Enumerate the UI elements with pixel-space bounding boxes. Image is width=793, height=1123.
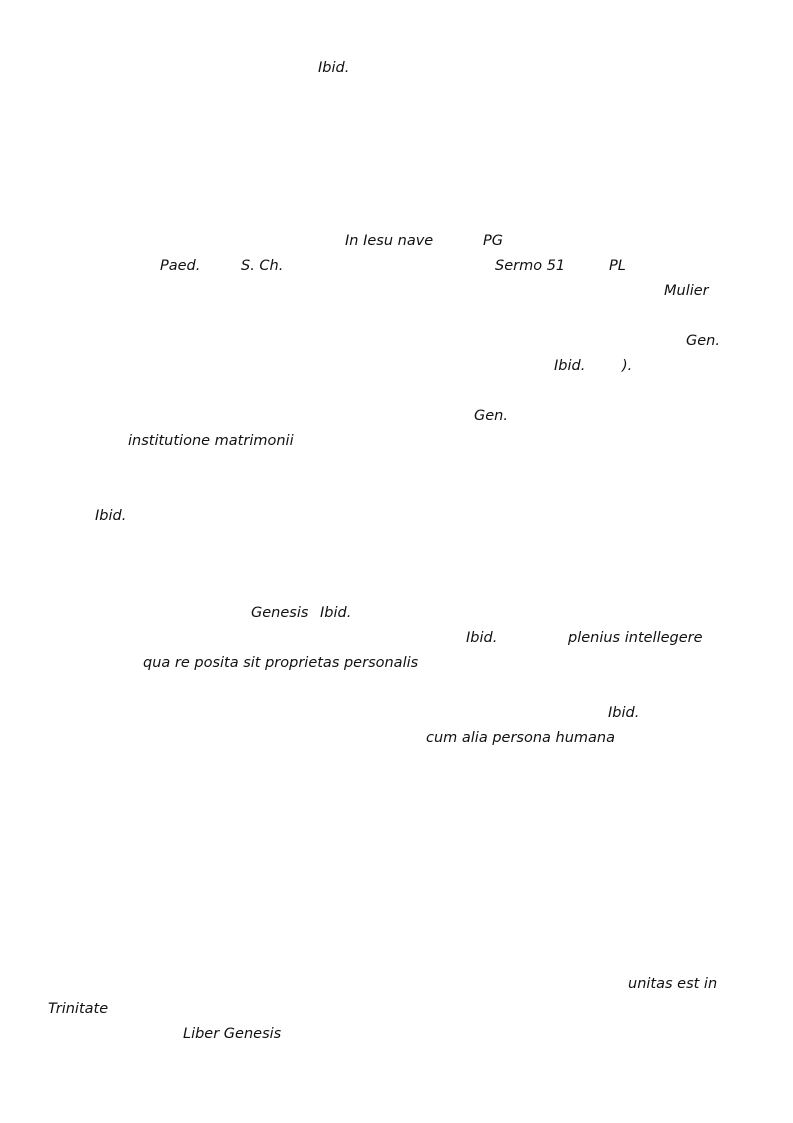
abbrev-gen: Gen. (474, 408, 508, 424)
phrase-plenius-intellegere: plenius intellegere (568, 630, 703, 646)
citation-ibid: Ibid. (95, 508, 127, 524)
phrase-unitas-est-in: unitas est in (628, 976, 718, 992)
abbrev-s-ch: S. Ch. (241, 258, 284, 274)
phrase-proprietas-personalis: qua re posita sit proprietas personalis (143, 655, 419, 671)
work-title-in-iesu-nave: In Iesu nave (345, 233, 434, 249)
closing-parenthesis: ). (622, 358, 633, 374)
abbrev-pg: PG (483, 233, 503, 249)
citation-ibid: Ibid. (318, 60, 350, 76)
abbrev-gen: Gen. (686, 333, 720, 349)
citation-ibid: Ibid. (320, 605, 352, 621)
phrase-cum-alia-persona: cum alia persona humana (426, 730, 615, 746)
abbrev-paed: Paed. (160, 258, 201, 274)
work-title-genesis: Genesis (251, 605, 309, 621)
work-title-liber-genesis: Liber Genesis (183, 1026, 282, 1042)
citation-ibid: Ibid. (608, 705, 640, 721)
citation-ibid: Ibid. (466, 630, 498, 646)
citation-ibid: Ibid. (554, 358, 586, 374)
abbrev-pl: PL (609, 258, 626, 274)
work-title-sermo-51: Sermo 51 (495, 258, 566, 274)
term-mulier: Mulier (664, 283, 709, 299)
term-trinitate: Trinitate (48, 1001, 109, 1017)
phrase-institutione-matrimonii: institutione matrimonii (128, 433, 294, 449)
